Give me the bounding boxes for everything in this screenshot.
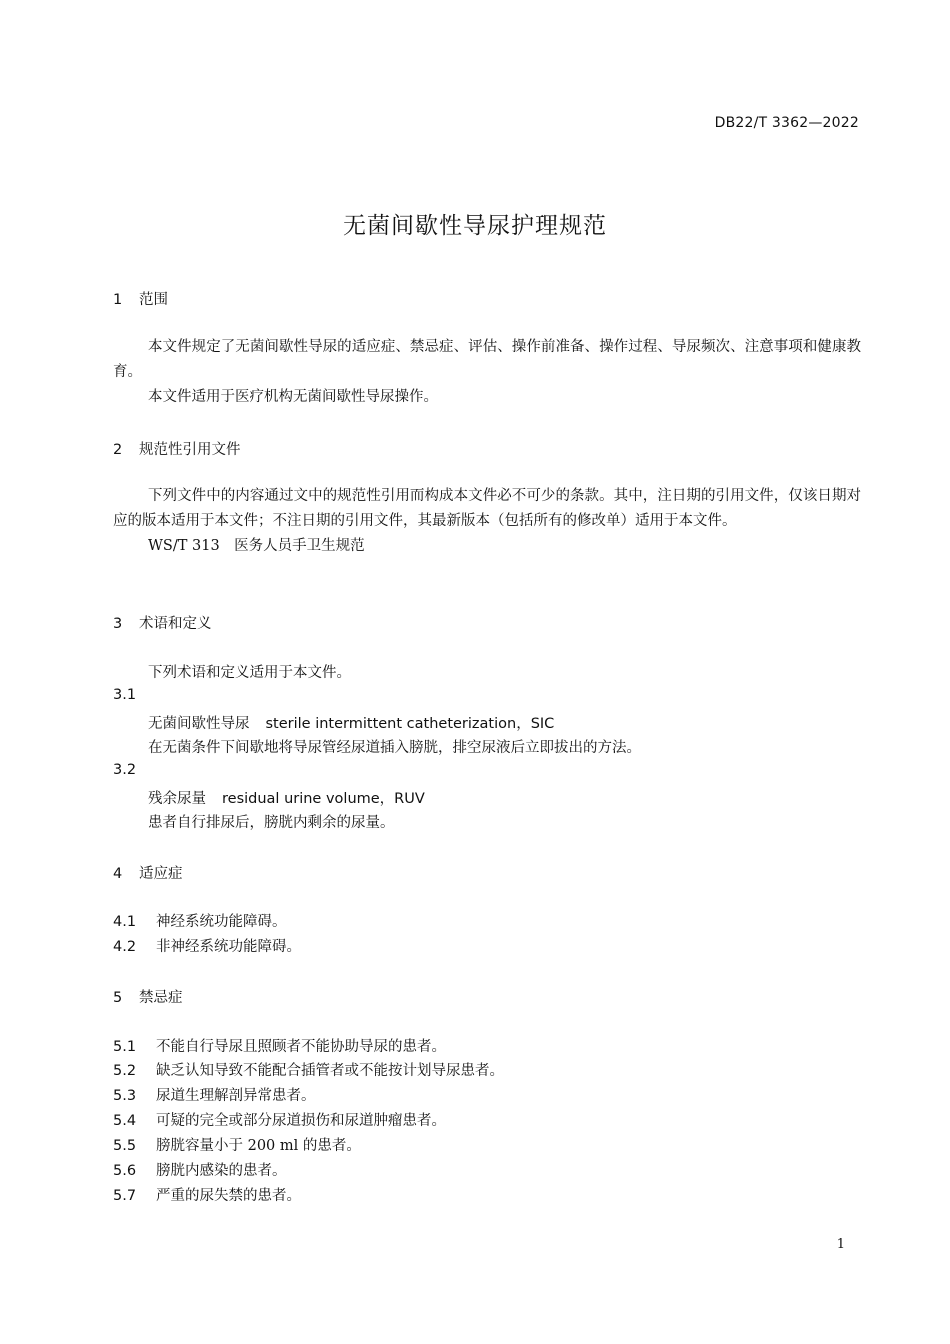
paragraph: 本文件适用于医疗机构无菌间歇性导尿操作。 [148, 389, 438, 405]
section-title: 禁忌症 [139, 990, 183, 1006]
item-number: 5.2 [113, 1063, 137, 1079]
paragraph: 下列文件中的内容通过文中的规范性引用而构成本文件必不可少的条款。其中，注日期的引用文件，仅该日期对应的版本适用于本文件；不注日期的引用文件，其最新版本（包括所有的修改单）适用于本文件。 [113, 488, 861, 529]
term-english: residual urine volume，RUV [222, 791, 425, 807]
section-body-normative-references [113, 484, 861, 559]
item-number: 5.7 [113, 1188, 137, 1204]
list-item [113, 910, 287, 931]
page-number: 1 [836, 1237, 845, 1252]
term-english: sterile intermittent catheterization，SIC [265, 716, 555, 732]
item-text: 膀胱内感染的患者。 [156, 1163, 287, 1179]
section-heading-terms [113, 612, 212, 633]
item-number: 5.5 [113, 1138, 137, 1154]
item-text: 可疑的完全或部分尿道损伤和尿道肿瘤患者。 [156, 1113, 446, 1129]
section-heading-normative-references [113, 438, 241, 459]
term-definition: 在无菌条件下间歇地将导尿管经尿道插入膀胱，排空尿液后立即拔出的方法。 [148, 740, 641, 756]
term-entry [148, 712, 554, 733]
list-item [113, 1184, 301, 1205]
reference-entry: WS/T 313 医务人员手卫生规范 [148, 538, 365, 554]
term-chinese: 无菌间歇性导尿 [148, 716, 250, 732]
term-chinese: 残余尿量 [148, 791, 206, 807]
list-item [113, 1134, 361, 1155]
item-number: 5.6 [113, 1163, 137, 1179]
list-item [113, 1109, 446, 1130]
term-number: 3.2 [113, 762, 137, 778]
section-heading-contraindications [113, 986, 183, 1007]
item-text: 膀胱容量小于 200 ml 的患者。 [156, 1138, 361, 1154]
item-number: 4.1 [113, 914, 137, 930]
item-number: 5.3 [113, 1088, 137, 1104]
item-text: 严重的尿失禁的患者。 [156, 1188, 301, 1204]
item-number: 5.1 [113, 1039, 137, 1055]
list-item [113, 935, 301, 956]
item-text: 尿道生理解剖异常患者。 [156, 1088, 316, 1104]
section-heading-indications [113, 862, 183, 883]
section-number: 5 [113, 990, 123, 1006]
section-body-scope [113, 335, 861, 410]
page-title: 无菌间歇性导尿护理规范 [343, 213, 607, 239]
section-number: 1 [113, 292, 123, 308]
section-number: 4 [113, 866, 123, 882]
item-text: 不能自行导尿且照顾者不能协助导尿的患者。 [156, 1039, 446, 1055]
paragraph: 本文件规定了无菌间歇性导尿的适应症、禁忌症、评估、操作前准备、操作过程、导尿频次、注意事项和健康教育。 [113, 339, 861, 380]
term-entry [148, 787, 425, 808]
term-number: 3.1 [113, 687, 137, 703]
section-title: 适应症 [139, 866, 183, 882]
section-heading-scope [113, 288, 168, 309]
section-title: 范围 [139, 292, 168, 308]
item-text: 神经系统功能障碍。 [156, 914, 287, 930]
section-title: 术语和定义 [139, 616, 212, 632]
term-definition: 患者自行排尿后，膀胱内剩余的尿量。 [148, 815, 395, 831]
list-item [113, 1159, 287, 1180]
item-number: 5.4 [113, 1113, 137, 1129]
item-text: 非神经系统功能障碍。 [156, 939, 301, 955]
item-text: 缺乏认知导致不能配合插管者或不能按计划导尿患者。 [156, 1063, 504, 1079]
terms-intro: 下列术语和定义适用于本文件。 [148, 665, 351, 681]
list-item [113, 1084, 316, 1105]
list-item [113, 1059, 504, 1080]
item-number: 4.2 [113, 939, 137, 955]
list-item [113, 1035, 446, 1056]
document-number: DB22/T 3362—2022 [714, 115, 859, 131]
section-number: 3 [113, 616, 123, 632]
section-number: 2 [113, 442, 123, 458]
section-title: 规范性引用文件 [139, 442, 241, 458]
